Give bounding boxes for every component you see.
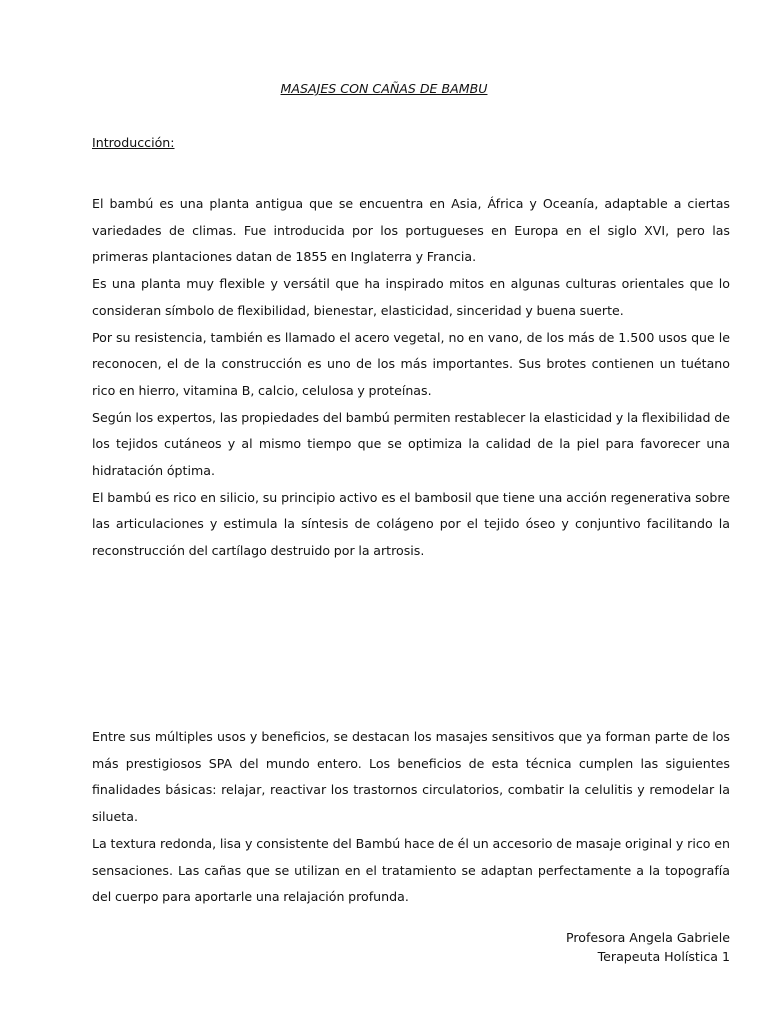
- paragraph: El bambú es una planta antigua que se encuentra en Asia, África y Oceanía, adaptable a ciertas variedades de climas. Fue introducida por los portugueses en Europa en el siglo XVI, pero las primeras plantaciones datan de 1855 en Inglaterra y Francia.: [92, 196, 730, 265]
- signature-name: Profesora Angela Gabriele: [565, 930, 730, 945]
- benefits-section: [92, 724, 730, 911]
- paragraph: Es una planta muy flexible y versátil que ha inspirado mitos en algunas culturas orientales que lo consideran símbolo de flexibilidad, bienestar, elasticidad, sinceridad y buena suerte.: [92, 276, 730, 318]
- intro-section: [92, 191, 730, 565]
- paragraph: Entre sus múltiples usos y beneficios, se destacan los masajes sensitivos que ya forman parte de los más prestigiosos SPA del mundo entero. Los beneficios de esta técnica cumplen las siguientes finalidades básicas: relajar, reactivar los trastornos circulatorios, combatir la celulitis y remodelar la silueta.: [92, 729, 730, 825]
- paragraph: Por su resistencia, también es llamado el acero vegetal, no en vano, de los más de 1.500 usos que le reconocen, el de la construcción es uno de los más importantes. Sus brotes contienen un tuétano rico en hierro, vitamina B, calcio, celulosa y proteínas.: [92, 329, 730, 398]
- paragraph: Según los expertos, las propiedades del bambú permiten restablecer la elasticidad y la flexibilidad de los tejidos cutáneos y al mismo tiempo que se optimiza la calidad de la piel para favorecer una hidratación óptima.: [92, 409, 730, 479]
- signature-block: [566, 929, 730, 966]
- signature-role: Terapeuta Holística 1: [597, 948, 730, 964]
- document-title: MASAJES CON CAÑAS DE BAMBU: [280, 81, 488, 96]
- paragraph: La textura redonda, lisa y consistente del Bambú hace de él un accesorio de masaje original y rico en sensaciones. Las cañas que se utilizan en el tratamiento se adaptan perfectamente a la topografía del cuerpo para aportarle una relajación profunda.: [92, 835, 730, 905]
- intro-heading: Introducción:: [92, 135, 175, 150]
- paragraph: El bambú es rico en silicio, su principio activo es el bambosil que tiene una acción regenerativa sobre las articulaciones y estimula la síntesis de colágeno por el tejido óseo y conjuntivo facilitando la reconstrucción del cartílago destruido por la artrosis.: [92, 489, 730, 559]
